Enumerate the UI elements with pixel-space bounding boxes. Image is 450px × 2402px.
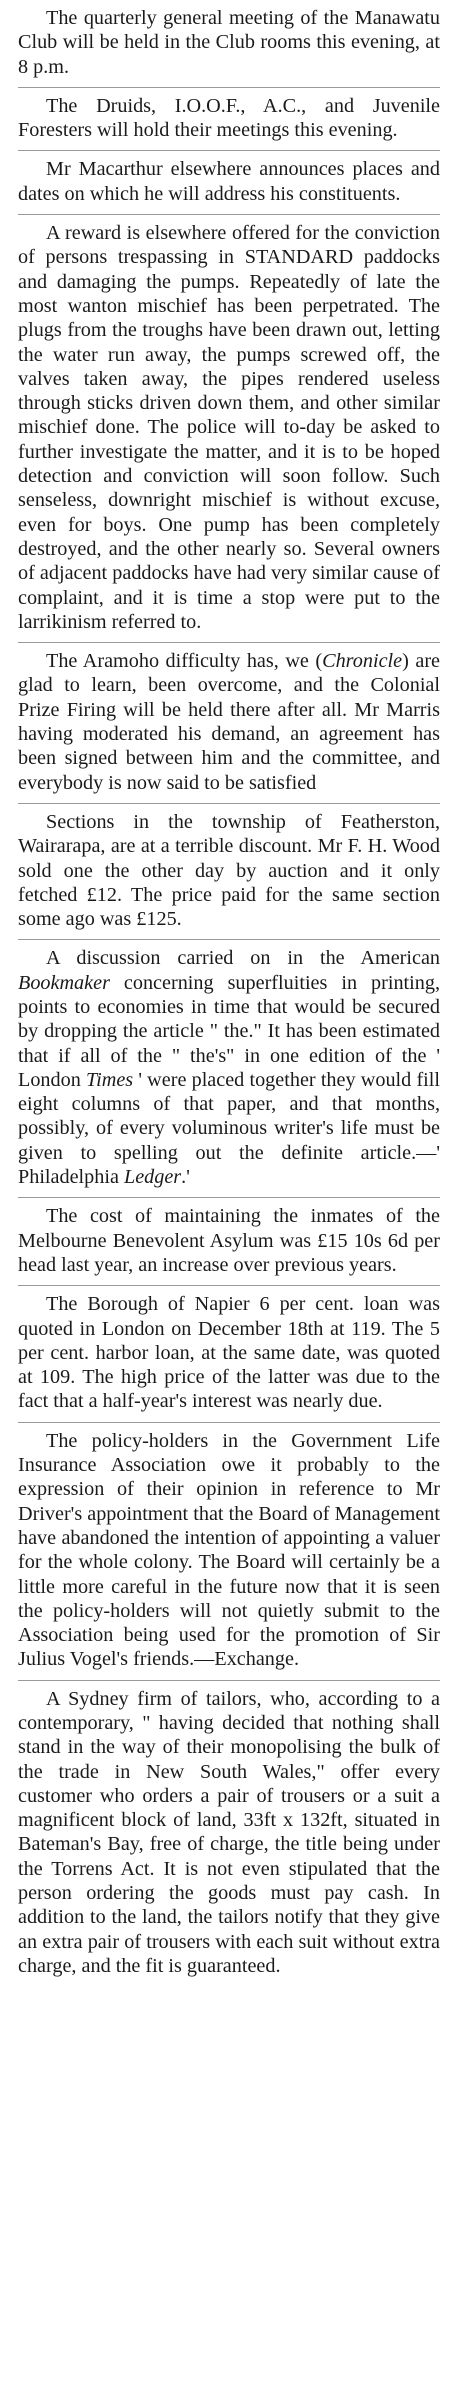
news-item-life-insurance — [18, 1423, 440, 1681]
text-run: ' were placed together they would fill eight columns of that paper, and that months, possibly, of every voluminous writer's life must be given to spelling out the definite article.—' Philadelphia — [18, 1068, 441, 1189]
text-run: concerning superfluities in printing, points to economies in time that would be secured by dropping the article " the." It has been estimated that if all of the " the's" in one edition of the ' London — [18, 971, 440, 1091]
text-run: ) are glad to learn, been overcome, and the Colonial Prize Firing will be held there after all. Mr Marris having moderated his demand, an agreement has been signed between him and the committee, and everybody is now said to be satisfied — [18, 650, 440, 794]
news-item-druids-meetings — [18, 88, 440, 152]
news-item-benevolent-asylum — [18, 1198, 440, 1286]
news-item-featherston-sections — [18, 804, 440, 940]
text-run: paddocks and damaging the pumps. Repeatedly of late the most wanton mischief has been perpetrated. The plugs from the troughs have been drawn out, letting the water run away, the pumps screwed off, the valves taken away, the pipes rendered useless through sticks driven down them, and other similar mischief done. The police will to-day be asked to further investigate the matter, and it is to be hoped detection and conviction will soon follow. Such senseless, downright mischief is without excuse, even for boys. One pump has been completely destroyed, and the other nearly so. Several owners of adjacent paddocks have had very similar cause of complaint, and it is time a stop were put to the larrikinism referred to. — [18, 246, 440, 633]
source-name: Chronicle — [322, 650, 403, 673]
news-item-text: The Druids, I.O.O.F., A.C., and Juvenile Foresters will hold their meetings this evening. — [18, 94, 440, 142]
source-name: Bookmaker — [18, 971, 110, 994]
news-item-text — [18, 221, 440, 634]
text-run: A reward is elsewhere offered for the conviction of persons trespassing in — [18, 222, 440, 269]
text-run: .' — [181, 1166, 190, 1189]
news-item-napier-loan — [18, 1286, 440, 1422]
source-name: Ledger — [123, 1166, 182, 1189]
news-item-text: The policy-holders in the Government Life Insurance Association owe it probably to the expression of their opinion in reference to Mr Driver's appointment that the Board of Management have abandoned the intention of appointing a valuer for the whole colony. The Board will certainly be a little more careful in the future now that it is seen the policy-holders will not quietly submit to the Association being used for the promotion of Sir Julius Vogel's friends.—Exchange. — [18, 1429, 440, 1671]
news-item-text: The cost of maintaining the inmates of the Melbourne Benevolent Asylum was £15 10s 6d per head last year, an increase over previous years. — [18, 1205, 440, 1276]
news-item-text — [18, 649, 440, 795]
news-item-trespass-reward — [18, 215, 440, 643]
news-item-printing-economies — [18, 940, 440, 1198]
news-item-text: A Sydney firm of tailors, who, according to a contemporary, " having decided that nothing shall stand in the way of their monopolising the bulk of the trade in New South Wales," offer every customer who orders a pair of trousers or a suit a magnificent block of land, 33ft x 132ft, situated in Bateman's Bay, free of charge, the title being under the Torrens Act. It is not even stipulated that the person ordering the goods must pay cash. In addition to the land, the tailors notify that they give an extra pair of trousers with each suit without extra charge, and the fit is guaranteed. — [18, 1687, 440, 1977]
news-item-manawatu-club — [18, 4, 440, 88]
text-run: A discussion carried on in the American — [46, 947, 440, 970]
news-item-text: Mr Macarthur elsewhere announces places and dates on which he will address his constituents. — [18, 158, 440, 205]
news-item-aramoho-difficulty — [18, 643, 440, 804]
text-run: The Aramoho difficulty has, we ( — [46, 650, 323, 673]
news-item-text: The quarterly general meeting of the Manawatu Club will be held in the Club rooms this evening, at 8 p.m. — [18, 7, 440, 78]
news-item-text: Sections in the township of Featherston, Wairarapa, are at a terrible discount. Mr F. H. Wood sold one the other day by auction and it only fetched £12. The price paid for the same section some ago was £125. — [18, 810, 440, 931]
news-item-macarthur-addresses — [18, 151, 440, 215]
news-item-text: The Borough of Napier 6 per cent. loan was quoted in London on December 18th at 119. The 5 per cent. harbor loan, at the same date, was quoted at 109. The high price of the latter was due to the fact that a half-year's interest was nearly due. — [18, 1293, 440, 1413]
news-item-sydney-tailors — [18, 1681, 440, 1987]
source-name: Times — [86, 1068, 134, 1091]
news-item-text — [18, 946, 440, 1189]
newspaper-name: STANDARD — [244, 246, 354, 269]
